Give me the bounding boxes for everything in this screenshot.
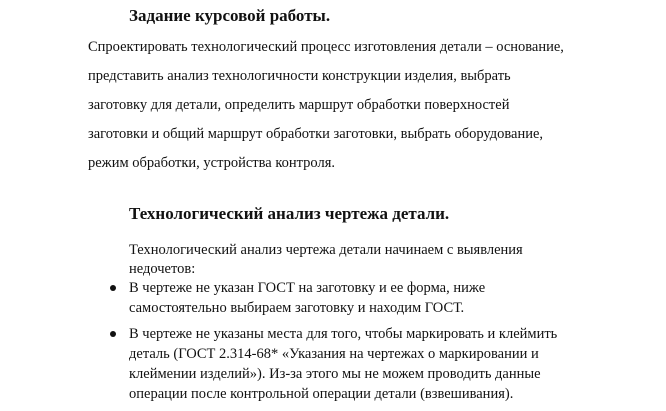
list-item-line: деталь (ГОСТ 2.314-68* «Указания на чертежах о маркировании и (129, 346, 539, 362)
analysis-intro (129, 241, 629, 279)
task-line: Спроектировать технологический процесс изготовления детали – основание, (88, 39, 564, 55)
intro-line: Технологический анализ чертежа детали начинаем с выявления (129, 242, 523, 258)
task-line: заготовку для детали, определить маршрут обработки поверхностей (88, 97, 510, 113)
task-line: режим обработки, устройства контроля. (88, 155, 336, 171)
shortcomings-list (108, 278, 648, 410)
task-heading: Задание курсовой работы. (129, 6, 331, 25)
list-item-line: В чертеже не указан ГОСТ на заготовку и ее форма, ниже (129, 280, 486, 296)
list-item (108, 324, 648, 404)
list-item (108, 278, 648, 318)
list-item-line: операции после контрольной операции детали (взвешивания). (129, 386, 514, 402)
bullet-icon (110, 331, 116, 337)
task-line: заготовки и общий маршрут обработки заготовки, выбрать оборудование, (88, 126, 544, 142)
intro-line: недочетов: (129, 261, 196, 277)
task-paragraph (88, 38, 648, 183)
analysis-heading: Технологический анализ чертежа детали. (129, 204, 450, 223)
list-item-line: В чертеже не указаны места для того, чтобы маркировать и клеймить (129, 326, 558, 342)
list-item-line: самостоятельно выбираем заготовку и находим ГОСТ. (129, 300, 465, 316)
task-line: представить анализ технологичности конструкции изделия, выбрать (88, 68, 511, 84)
bullet-icon (110, 285, 116, 291)
list-item-line: клеймении изделий»). Из-за этого мы не можем проводить данные (129, 366, 541, 382)
